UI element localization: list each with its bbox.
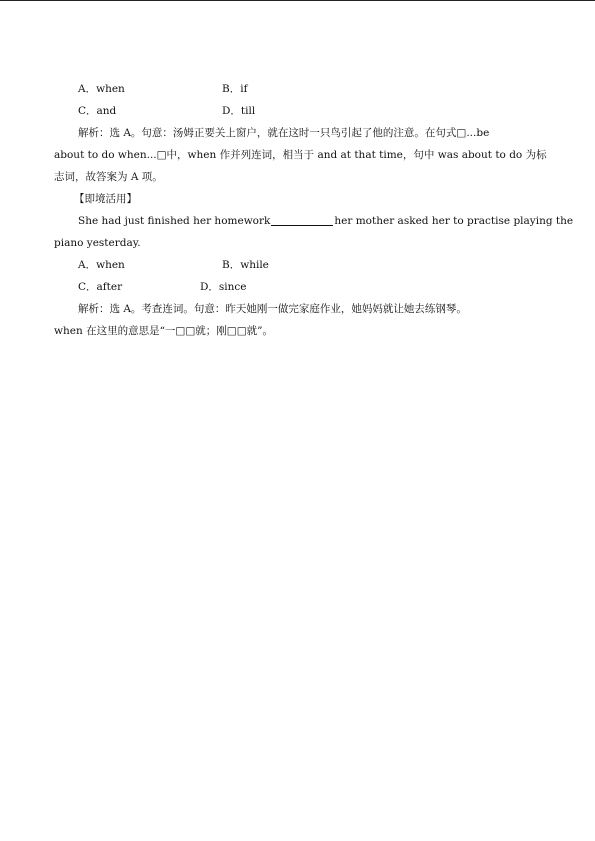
q2-stem-line-2: piano yesterday. [54,237,141,249]
q1-option-d: D．till [222,105,256,117]
q2-answer-blank [271,213,333,226]
document-body [54,78,574,342]
q1-analysis-line-1: 解析：选 A。句意：汤姆正要关上窗户，就在这时一只鸟引起了他的注意。在句式□...be [78,127,490,139]
q1-option-c: C．and [78,105,117,117]
q1-options-row-2 [54,100,542,122]
section-heading: 【即境活用】 [74,193,137,205]
q1-analysis-line-3: 志词，故答案为 A 项。 [54,171,163,183]
q2-option-a: A．when [78,259,125,271]
q2-stem-line-1 [54,210,574,232]
q1-option-a: A．when [78,83,125,95]
top-rule [0,0,595,1]
q1-analysis-line-2: about to do when...□中，when 作并列连词，相当于 and at that time，句中 was about to do 为标 [54,149,547,161]
q1-options-row-1 [54,78,542,100]
q2-option-c: C．after [78,281,123,293]
q2-option-b: B．while [222,259,269,271]
q2-option-d: D．since [200,281,247,293]
q2-stem-before-blank: She had just finished her homework [78,210,334,232]
q2-analysis-line-2: when 在这里的意思是“一□□就；刚□□就”。 [54,325,273,337]
q2-stem-after-blank: her mother asked her to practise playing the [334,215,574,227]
q2-options-row-1 [54,254,542,276]
q2-options-row-2 [54,276,542,298]
q1-option-b: B．if [222,83,248,95]
q2-analysis-line-1: 解析：选 A。考查连词。句意：昨天她刚一做完家庭作业，她妈妈就让她去练钢琴。 [78,303,467,315]
